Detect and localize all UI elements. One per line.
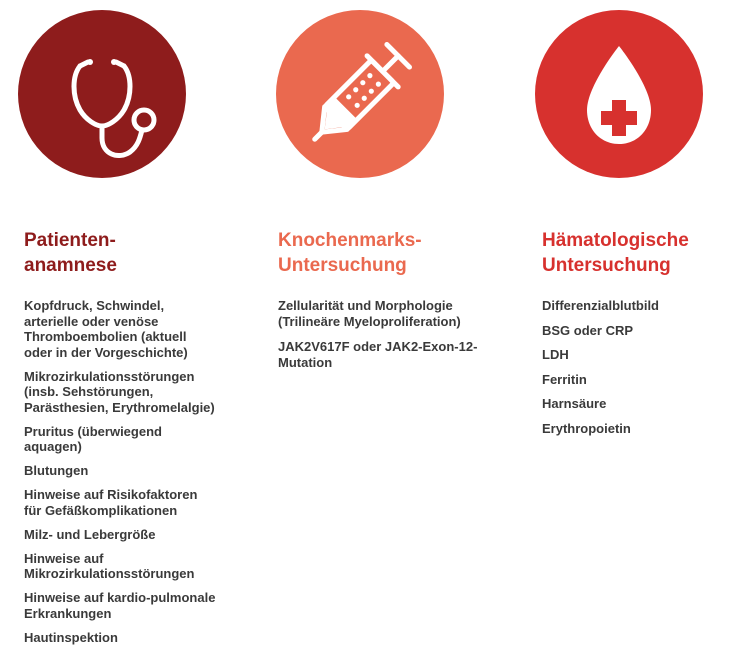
bone-marrow-circle [276,10,444,178]
list-item: Harnsäure [542,396,607,411]
list-item: JAK2V617F oder JAK2-Exon-12- Mutation [278,339,478,370]
list-item: Hautinspektion [24,629,118,645]
list-item: Pruritus (überwiegend aquagen) [24,423,162,454]
list-item: Milz- und Lebergröße [24,526,156,542]
bone-marrow-title: Knochenmarks- Untersuchung [278,230,422,276]
list-item: Hinweise auf kardio-pulmonale Erkrankungen [24,590,216,621]
bone-marrow-list [278,298,503,380]
blood-drop-icon [535,10,703,178]
list-item: Mikrozirkulationsstörungen (insb. Sehstörungen, Parästhesien, Erythromelalgie) [24,368,215,415]
list-item: BSG oder CRP [542,322,634,338]
patient-history-circle [18,10,186,178]
list-item: Ferritin [542,371,587,387]
stethoscope-icon [18,10,186,178]
list-item: LDH [542,347,569,362]
list-item: Hinweise auf Risikofaktoren für Gefäßkomplikationen [24,487,198,518]
list-item: Differenzialblutbild [542,298,659,313]
hematology-list [542,298,738,445]
hematology-circle [535,10,703,178]
list-item: Zellularität und Morphologie (Trilineäre Myeloproliferation) [278,298,461,329]
patient-history-list [24,298,249,654]
patient-history-title: Patienten- anamnese [24,230,117,276]
list-item: Kopfdruck, Schwindel, arterielle oder venöse Thromboembolien (aktuell oder in der Vorgeschichte) [24,298,188,360]
hematology-title: Hämatologische Untersuchung [542,230,689,276]
syringe-icon [276,10,444,178]
list-item: Blutungen [24,463,89,478]
list-item: Erythropoietin [542,420,631,436]
list-item: Hinweise auf Mikrozirkulationsstörungen [24,550,195,581]
